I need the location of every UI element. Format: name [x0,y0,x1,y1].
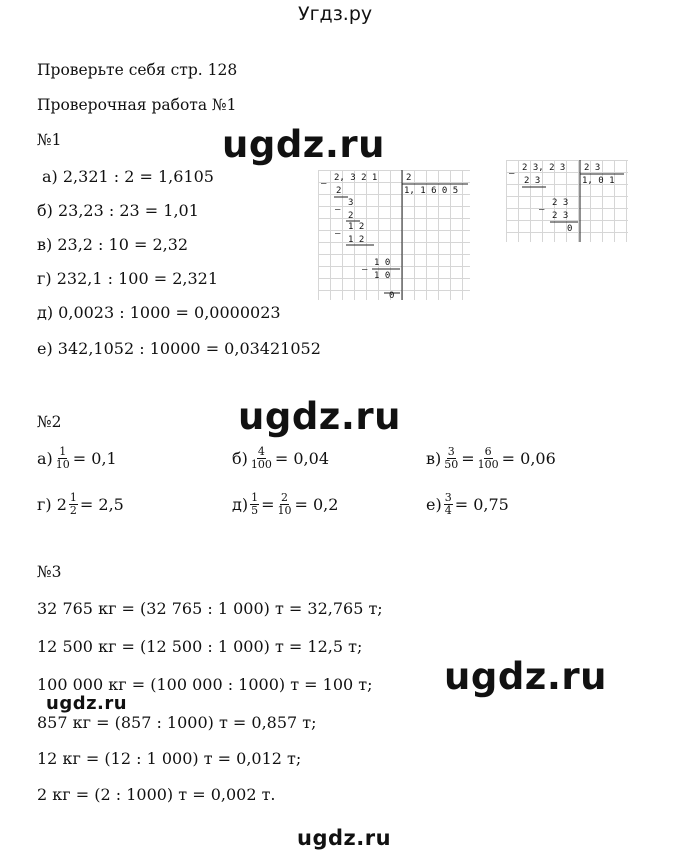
division1-divisor: 2 [406,173,412,183]
division1-step-4: 1 2 [348,222,365,232]
task2-item-d [37,492,124,517]
watermark-5: ugdz.ru [297,826,392,850]
task2-label: №2 [37,413,62,431]
division1-minus-2: – [335,205,341,215]
division2-step-1: 2 3 [524,176,541,186]
fraction: $\frac{6}{100}$ [477,445,499,471]
task1-line-b: б) 23,23 : 23 = 1,01 [37,201,199,220]
long-division-2 [506,160,628,242]
fraction: $\frac{2}{10}$ [277,491,292,517]
task2-item-e [232,492,338,517]
task2-f-result: = 0,75 [454,494,509,514]
equals-sign: = [261,494,275,514]
task3-line-1: 32 765 кг = (32 765 : 1 000) т = 32,765 т; [37,599,383,618]
division2-step-2: 2 3 [552,198,569,208]
division2-step-3: 2 3 [552,211,569,221]
division2-divisor: 2 3 [584,163,601,173]
task2-c-result: = 0,06 [501,448,556,468]
division2-quotient: 1, 0 1 [582,176,615,186]
heading-check: Проверьте себя стр. 128 [37,61,238,79]
site-title: Угдз.ру [298,3,373,25]
task2-item-f [426,492,509,517]
task3-line-4: 857 кг = (857 : 1000) т = 0,857 т; [37,713,317,732]
task2-f-prefix: е) [426,494,442,514]
division2-minus: – [509,169,515,179]
task3-line-6: 2 кг = (2 : 1000) т = 0,002 т. [37,785,276,804]
task3-line-5: 12 кг = (12 : 1 000) т = 0,012 т; [37,749,302,768]
watermark-2: ugdz.ru [238,395,401,438]
division1-minus-4: – [362,265,368,275]
fraction: $\frac{4}{100}$ [250,445,272,471]
task2-item-a [37,446,117,471]
division1-dividend: 2, 3 2 1 [334,173,378,183]
task2-e-result: = 0,2 [294,494,339,514]
fraction: $\frac{1}{2}$ [69,491,77,517]
task3-line-3: 100 000 кг = (100 000 : 1000) т = 100 т; [37,675,373,694]
division1-step-3: 2 [348,211,354,221]
fraction: $\frac{1}{5}$ [251,491,259,517]
division1-step-8: 0 [389,291,395,300]
task3-line-2: 12 500 кг = (12 500 : 1 000) т = 12,5 т; [37,637,363,656]
division2-dividend: 2 3, 2 3 [522,163,566,173]
division2-step-4: 0 [567,224,573,234]
fraction: $\frac{3}{50}$ [444,445,459,471]
long-division-1 [318,170,470,300]
division1-minus-3: – [335,229,341,239]
task2-c-prefix: в) [426,448,442,468]
task2-b-result: = 0,04 [274,448,329,468]
task1-line-c: в) 23,2 : 10 = 2,32 [37,235,189,254]
division2-minus-2: – [539,205,545,215]
task2-d-result: = 2,5 [79,494,124,514]
division1-minus: – [321,179,327,189]
task2-a-prefix: а) [37,448,53,468]
division1-step-1: 2 [336,186,342,196]
fraction: $\frac{3}{4}$ [444,491,452,517]
task2-e-prefix: д) [232,494,249,514]
task1-label: №1 [37,131,62,149]
task2-item-c [426,446,556,471]
task1-line-d: г) 232,1 : 100 = 2,321 [37,269,218,288]
fraction: $\frac{1}{10}$ [55,445,70,471]
division1-step-7: 1 0 [374,271,391,281]
division1-step-2: 3 [348,198,354,208]
equals-sign: = [461,448,475,468]
task3-label: №3 [37,563,62,581]
heading-work: Проверочная работа №1 [37,96,237,114]
watermark-4: ugdz.ru [46,693,128,714]
task1-line-a: а) 2,321 : 2 = 1,6105 [42,167,214,186]
division1-step-6: 1 0 [374,258,391,268]
watermark: ugdz.ru [222,123,385,166]
task1-line-f: е) 342,1052 : 10000 = 0,03421052 [37,339,321,358]
task2-d-prefix: г) 2 [37,494,67,514]
task2-a-result: = 0,1 [72,448,117,468]
task2-item-b [232,446,329,471]
task1-line-e: д) 0,0023 : 1000 = 0,0000023 [37,303,281,322]
task2-b-prefix: б) [232,448,248,468]
division1-step-5: 1 2 [348,235,365,245]
watermark-3: ugdz.ru [444,655,607,698]
division1-quotient: 1, 1 6 0 5 [404,186,459,196]
